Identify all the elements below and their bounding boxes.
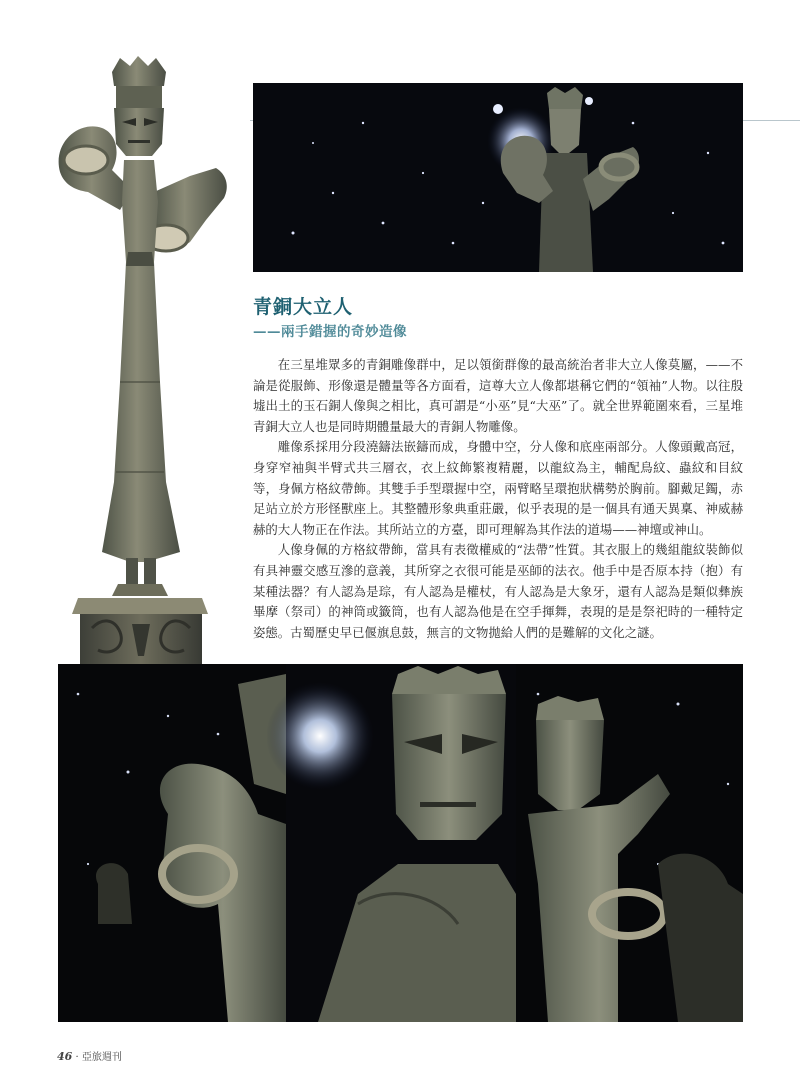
publication-name: 亞旅週刊 <box>81 1052 122 1063</box>
paragraph-2: 雕像系採用分段澆鑄法嵌鑄而成，身體中空，分人像和底座兩部分。人像頭戴高冠，身穿窄袖與半臂式共三層衣，衣上紋飾繁複精麗，以龍紋為主，輔配鳥紋、蟲紋和目紋等，身佩方格紋帶飾。其雙手手型環握中空，兩臂略呈環抱狀構勢於胸前。腳戴足鐲，赤足站立於方形怪獸座上。其整體形象典重莊嚴，似乎表現的是一個具有通天異稟、神威赫赫的大人物正在作法。其所站立的方臺，即可理解為其作法的道場——神壇或神山。 <box>253 439 743 537</box>
article-subtitle: ——兩手錯握的奇妙造像 <box>253 324 407 340</box>
article-title: 青銅大立人 <box>253 296 354 318</box>
statue-detail-photos-bottom <box>58 664 743 1022</box>
statue-closeup-photo-top <box>253 83 743 272</box>
page-number: 46 <box>57 1050 73 1063</box>
bronze-statue-photo <box>40 52 250 664</box>
header-rule-right <box>743 120 800 121</box>
paragraph-1: 在三星堆眾多的青銅雕像群中，足以領銜群像的最高統治者非大立人像莫屬，——不論是從服飾、形像還是體量等各方面看，這尊大立人像都堪稱它們的“領袖”人物。以往殷墟出土的玉石銅人像與之相比，真可謂是“小巫”見“大巫”了。就全世界範圍來看，三星堆青銅大立人也是同時期體量最大的青銅人物雕像。 <box>253 357 743 434</box>
page-footer <box>57 1048 122 1063</box>
paragraph-3: 人像身佩的方格紋帶飾，當具有表徵權威的“法帶”性質。其衣服上的幾組龍紋裝飾似有具神靈交感互滲的意義，其所穿之衣很可能是巫師的法衣。他手中是否原本持（抱）有某種法器？有人認為是琮，有人認為是權杖，有人認為是大象牙，還有人認為是類似彝族畢摩（祭司）的神筒或籤筒，也有人認為他是在空手揮舞，表現的是是祭祀時的一種特定姿態。古蜀歷史早已偃旗息鼓，無言的文物拋給人們的是難解的文化之謎。 <box>253 542 743 640</box>
article-body <box>253 355 743 643</box>
footer-separator: · <box>75 1052 79 1063</box>
